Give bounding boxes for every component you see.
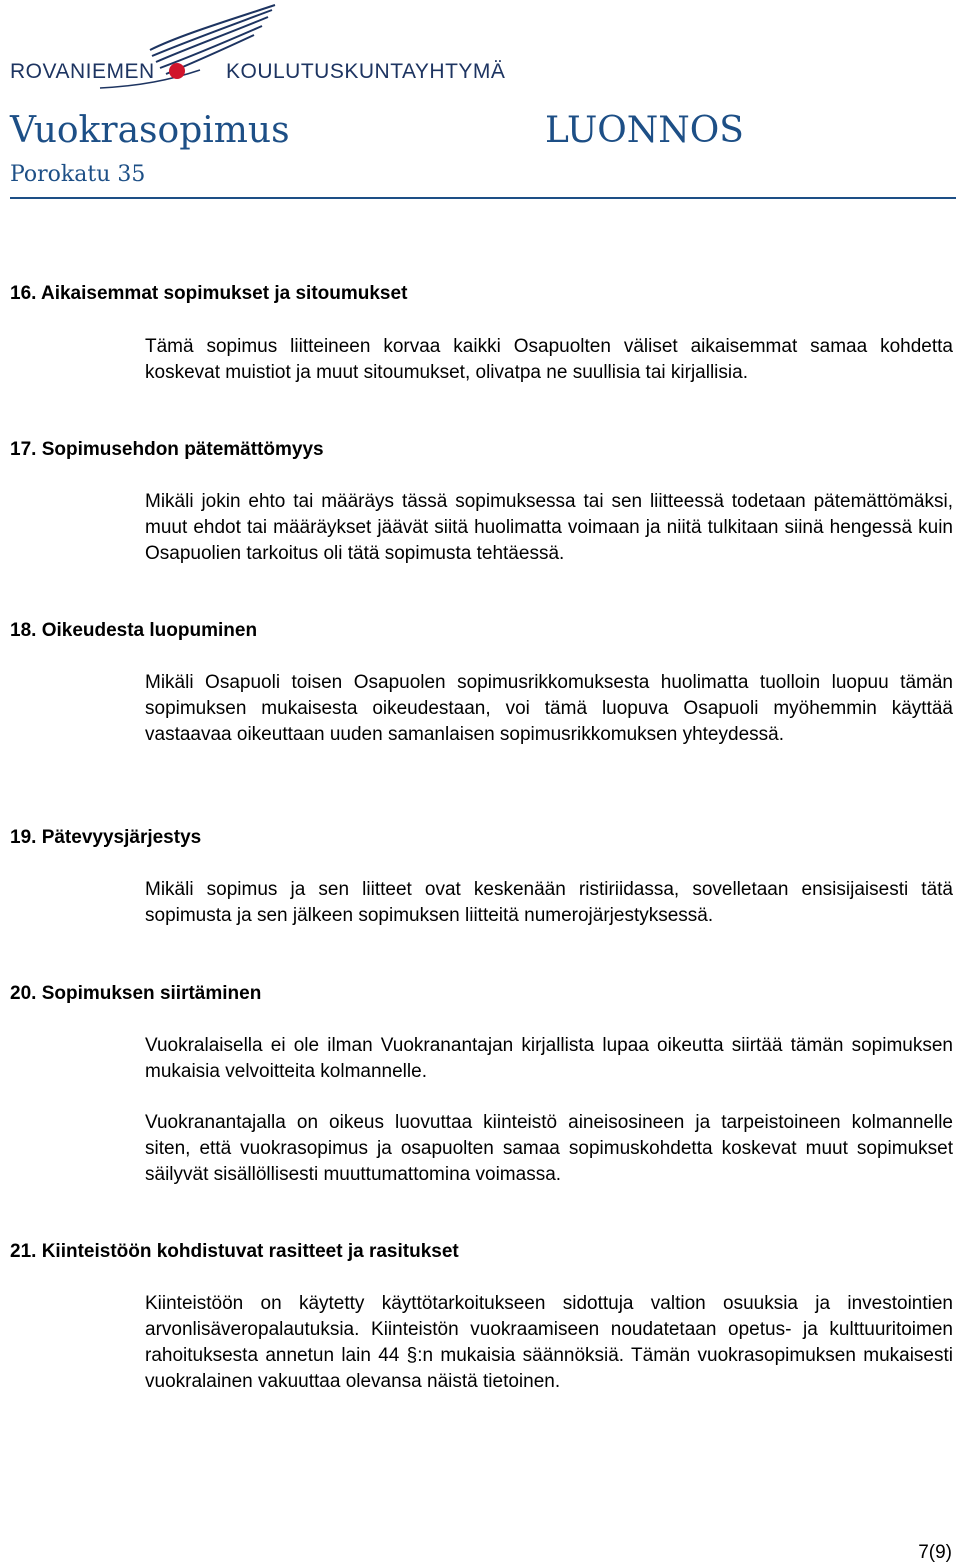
section-heading: 21. Kiinteistöön kohdistuvat rasitteet ja rasitukset bbox=[10, 1241, 459, 1262]
page-number: 7(9) bbox=[918, 1542, 952, 1563]
section-heading: 17. Sopimusehdon pätemättömyys bbox=[10, 439, 324, 460]
section-paragraph: Mikäli sopimus ja sen liitteet ovat keskenään ristiriidassa, sovelletaan ensisijaisesti tätä sopimusta ja sen jälkeen sopimuksen liitteitä numerojärjestyksessä. bbox=[145, 879, 953, 926]
section-paragraph: Tämä sopimus liitteineen korvaa kaikki Osapuolten väliset aikaisemmat samaa kohdetta koskevat muistiot ja muut sitoumukset, olivatpa ne suullisia tai kirjallisia. bbox=[145, 336, 953, 383]
section-heading: 19. Pätevyysjärjestys bbox=[10, 827, 202, 848]
section-heading: 16. Aikaisemmat sopimukset ja sitoumukset bbox=[10, 283, 408, 304]
logo-swoosh-icon bbox=[0, 0, 500, 100]
document-status: LUONNOS bbox=[545, 110, 744, 151]
organization-logo bbox=[0, 0, 506, 100]
section-paragraph: Kiinteistöön on käytetty käyttötarkoitukseen sidottuja valtion osuuksia ja investointien arvonlisäveropalautuksia. Kiinteistön vuokraamiseen noudatetaan opetus- ja kulttuuritoimen rahoituksesta annetun lain 44 §:n mukaisia säännöksiä. Tämän vuokrasopimuksen mukaisesti vuokralainen vakuuttaa olevansa näistä tietoinen. bbox=[145, 1293, 953, 1392]
logo-text-right: KOULUTUSKUNTAYHTYMÄ bbox=[226, 60, 506, 83]
logo-text-left: ROVANIEMEN bbox=[10, 60, 155, 83]
section-paragraph: Mikäli jokin ehto tai määräys tässä sopimuksessa tai sen liitteessä todetaan pätemättömäksi, muut ehdot tai määräykset jäävät siitä huolimatta voimaan ja niitä tulkitaan siinä hengessä kuin Osapuolien tarkoitus oli tätä sopimusta tehtäessä. bbox=[145, 491, 953, 564]
document-title: Vuokrasopimus bbox=[10, 110, 290, 151]
section-heading: 18. Oikeudesta luopuminen bbox=[10, 620, 258, 641]
section-paragraph: Vuokranantajalla on oikeus luovuttaa kiinteistö aineisosineen ja tarpeistoineen kolmannelle siten, että vuokrasopimus ja osapuolten samaa sopimuskohdetta koskevat muut sopimukset säilyvät sisällöllisesti muuttumattomina voimassa. bbox=[145, 1112, 953, 1185]
section-paragraph: Vuokralaisella ei ole ilman Vuokranantajan kirjallista lupaa oikeutta siirtää tämän sopimuksen mukaisia velvoitteita kolmannelle. bbox=[145, 1035, 953, 1082]
document-subtitle: Porokatu 35 bbox=[10, 162, 146, 187]
header-divider bbox=[10, 197, 956, 199]
section-paragraph: Mikäli Osapuoli toisen Osapuolen sopimusrikkomuksesta huolimatta tuolloin luopuu tämän sopimuksen mukaisesta oikeudestaan, voi tämä luopuva Osapuoli myöhemmin käyttää vastaavaa oikeuttaan uuden samanlaisen sopimusrikkomuksen yhteydessä. bbox=[145, 672, 953, 745]
section-heading: 20. Sopimuksen siirtäminen bbox=[10, 983, 262, 1004]
